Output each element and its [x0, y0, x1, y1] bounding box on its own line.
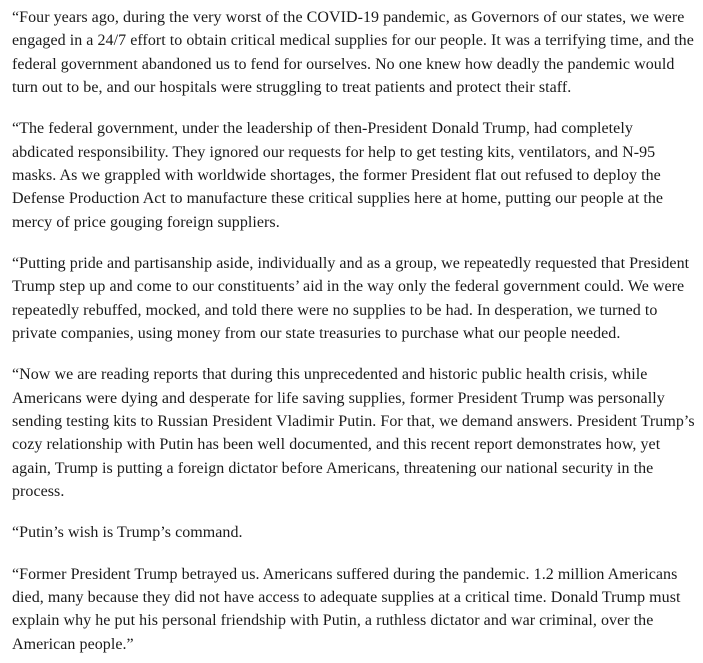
paragraph-betrayal: “Former President Trump betrayed us. Americans suffered during the pandemic. 1.2 million Americans died, many because they did not have access to adequate supplies at a critical time. Donald Trump must explain why he put his personal friendship with Putin, a ruthless dictator and war criminal, over the American people.” [12, 565, 681, 653]
paragraph-putins-wish: “Putin’s wish is Trump’s command. [12, 524, 243, 542]
paragraph-covid-supplies: “Four years ago, during the very worst of the COVID-19 pandemic, as Governors of our states, we were engaged in a 24/7 effort to obtain critical medical supplies for our people. It was a terrifying time, and the federal government abandoned us to fend for ourselves. No one knew how deadly the pandemic would turn out to be, and our hospitals were struggling to treat patients and protect their staff. [12, 9, 694, 96]
paragraph-federal-abdication: “The federal government, under the leadership of then-President Donald Trump, had completely abdicated responsibility. They ignored our requests for help to get testing kits, ventilators, and N-95 masks. As we grappled with worldwide shortages, the former President flat out refused to deploy the Defense Production Act to manufacture these critical supplies here at home, putting our people at the mercy of price gouging foreign suppliers. [12, 120, 664, 231]
paragraph-testing-kits-putin: “Now we are reading reports that during this unprecedented and historic public health crisis, while Americans were dying and desperate for life saving supplies, former President Trump was personally sending testing kits to Russian President Vladimir Putin. For that, we demand answers. President Trump’s cozy relationship with Putin has been well documented, and this recent report demonstrates how, yet again, Trump is putting a foreign dictator before Americans, threatening our national security in the process. [12, 366, 695, 500]
paragraph-repeated-requests: “Putting pride and partisanship aside, individually and as a group, we repeatedly requested that President Trump step up and come to our constituents’ aid in the way only the federal government could. We were repeatedly rebuffed, mocked, and told there were no supplies to be had. In desperation, we turned to private companies, using money from our state treasuries to purchase what our people needed. [12, 255, 690, 342]
